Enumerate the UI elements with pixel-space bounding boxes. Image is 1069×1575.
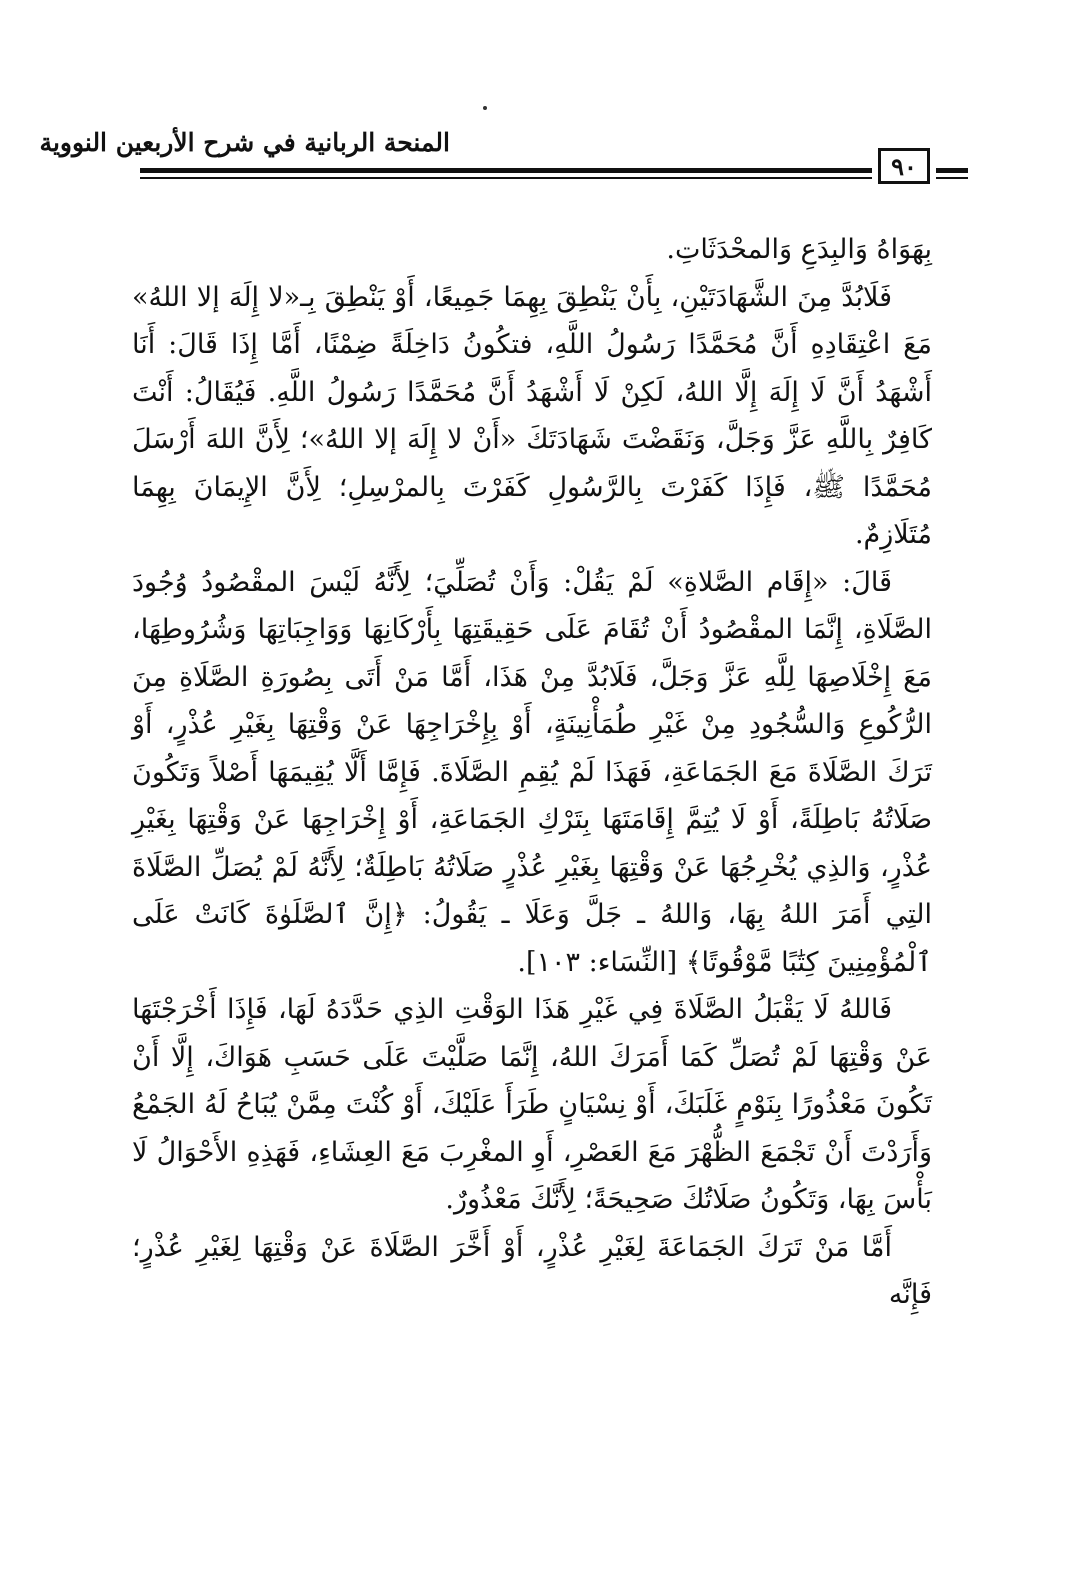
scan-speck xyxy=(483,106,487,110)
paragraph: بِهَوَاهُ وَالبِدَعِ وَالمحْدَثَاتِ. xyxy=(666,234,932,265)
paragraph: قَالَ: «إِقَام الصَّلاةِ» لَمْ يَقُلْ: وَأَنْ تُصَلِّيَ؛ لِأَنَّهُ لَيْسَ المقْصُودُ وُجُودَ الصَّلَاةِ، إِنَّمَا المقْصُودُ أَنْ تُقَامَ عَلَى حَقِيقَتِهَا بِأَرْكَانِهَا وَوَاجِبَاتِهَا وَشُرُوطِهَا، مَعَ إِخْلَاصِهَا لِلَّهِ عَزَّ وَجَلَّ، فَلَابُدَّ مِنْ هَذَا، أَمَّا مَنْ أَتَى بِصُورَةِ الصَّلَاةِ مِنَ الرُّكُوعِ وَالسُّجُودِ مِنْ غَيْرِ طُمَأْنِينَةٍ، أَوْ بِإِخْرَاجِهَا عَنْ وَقْتِهَا بِغَيْرِ عُذْرٍ، أَوْ تَرَكَ الصَّلَاةَ مَعَ الجَمَاعَةِ، فَهَذَا لَمْ يُقِمِ الصَّلَاةَ. فَإِمَّا أَلَّا يُقِيمَهَا أَصْلاً وَتَكُونَ صَلَاتُهُ بَاطِلَةً، أَوْ لَا يُتِمَّ إِقَامَتَهَا بِتَرْكِ الجَمَاعَةِ، أَوْ إِخْرَاجِهَا عَنْ وَقْتِهَا بِغَيْرِ عُذْرٍ، وَالذِي يُخْرِجُهَا عَنْ وَقْتِهَا بِغَيْرِ عُذْرٍ صَلَاتُهُ بَاطِلَةٌ؛ لِأَنَّهُ لَمْ يُصَلِّ الصَّلَاةَ التِي أَمَرَ اللهُ بِهَا، وَاللهُ ـ جَلَّ وَعَلَا ـ يَقُولُ: ﴿إِنَّ ٱلصَّلَوٰةَ كَانَتْ عَلَى ٱلْمُؤْمِنِينَ كِتَٰبًا مَّوْقُوتًا﴾ [النِّسَاء: ١٠٣]. xyxy=(132,566,932,978)
header-rule-stub-thick xyxy=(936,168,968,173)
header-rule-thin xyxy=(140,177,872,179)
header-rule-thick xyxy=(140,168,872,173)
header-rule-stub-thin xyxy=(936,177,968,179)
paragraph: فَاللهُ لَا يَقْبَلُ الصَّلَاةَ فِي غَيْرِ هَذَا الوَقْتِ الذِي حَدَّدَهُ لَهَا، فَإِذَا أَخْرَجْتَهَا عَنْ وَقْتِهَا لَمْ تُصَلِّ كَمَا أَمَرَكَ اللهُ، إِنَّمَا صَلَّيْتَ عَلَى حَسَبِ هَوَاكَ، إِلَّا أَنْ تَكُونَ مَعْذُورًا بِنَوْمٍ غَلَبَكَ، أَوْ نِسْيَانٍ طَرَأَ عَلَيْكَ، أَوْ كُنْتَ مِمَّنْ يُبَاحُ لَهُ الجَمْعُ وَأَرَدْتَ أَنْ تَجْمَعَ الظُّهْرَ مَعَ العَصْرِ، أَوِ المغْرِبَ مَعَ العِشَاءِ، فَهَذِهِ الأَحْوَالُ لَا بَأْسَ بِهَا، وَتَكُونُ صَلَاتُكَ صَحِيحَةً؛ لِأَنَّكَ مَعْذُورٌ. xyxy=(132,994,932,1215)
running-header xyxy=(39,120,930,202)
page-number: ٩٠ xyxy=(878,148,930,184)
paragraph: فَلَابُدَّ مِنَ الشَّهَادَتَيْنِ، بِأَنْ يَنْطِقَ بِهِمَا جَمِيعًا، أَوْ يَنْطِقَ بِـ«لا إِلَهَ إلا اللهُ» مَعَ اعْتِقَادِهِ أَنَّ مُحَمَّدًا رَسُولُ اللَّهِ، فتكُونُ دَاخِلَةً ضِمْنًا، أَمَّا إِذَا قَالَ: أَنَا أَشْهَدُ أَنَّ لَا إِلَهَ إِلَّا اللهُ، لَكِنْ لَا أَشْهَدُ أَنَّ مُحَمَّدًا رَسُولُ اللَّهِ. فَيُقَالُ: أَنْتَ كَافِرٌ بِاللَّهِ عَزَّ وَجَلَّ، وَنَقَضْتَ شَهَادَتَكَ «أَنْ لا إِلَهَ إلا اللهُ»؛ لِأَنَّ اللهَ أَرْسَلَ مُحَمَّدًا ﷺ، فَإِذَا كَفَرْتَ بِالرَّسُولِ كَفَرْتَ بِالمرْسِلِ؛ لِأَنَّ الإِيمَانَ بِهِمَا مُتَلَازِمٌ. xyxy=(132,281,932,550)
book-title: المنحة الربانية في شرح الأربعين النووية xyxy=(39,128,450,157)
body-text xyxy=(132,226,932,1319)
paragraph: أَمَّا مَنْ تَرَكَ الجَمَاعَةَ لِغَيْرِ عُذْرٍ، أَوْ أَخَّرَ الصَّلَاةَ عَنْ وَقْتِهَا لِغَيْرِ عُذْرٍ؛ فَإِنَّه xyxy=(132,1231,932,1310)
